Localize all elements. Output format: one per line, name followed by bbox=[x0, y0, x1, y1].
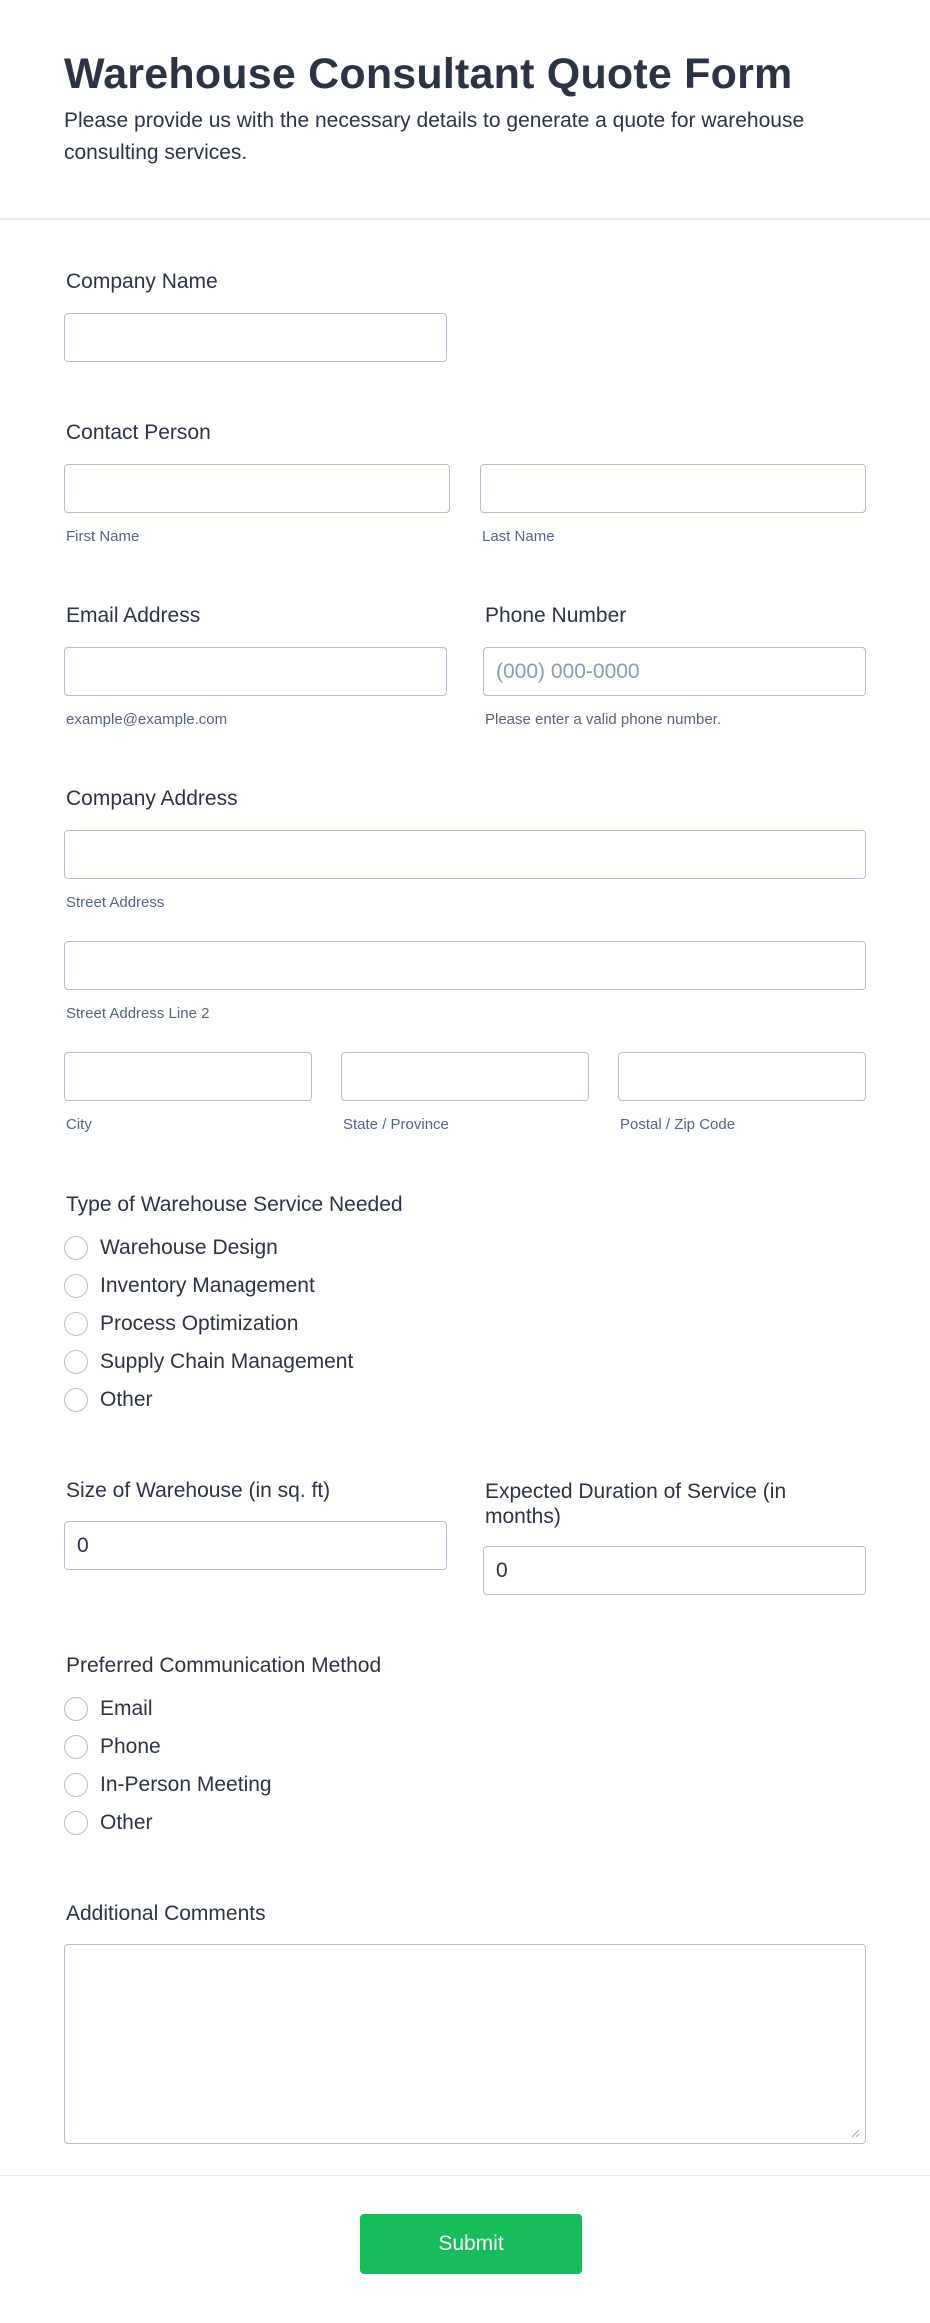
radio-option-label: Process Optimization bbox=[100, 1312, 299, 1335]
form-title: Warehouse Consultant Quote Form bbox=[64, 50, 793, 98]
city-sublabel: City bbox=[66, 1116, 92, 1133]
radio-option-label: Supply Chain Management bbox=[100, 1350, 354, 1373]
duration-label: Expected Duration of Service (in months) bbox=[485, 1480, 787, 1528]
company-address-label: Company Address bbox=[66, 787, 238, 810]
form-header bbox=[0, 0, 930, 220]
state-input[interactable] bbox=[341, 1052, 589, 1101]
radio-option-label: Other bbox=[100, 1811, 153, 1834]
radio-option-label: Phone bbox=[100, 1735, 161, 1758]
radio-circle-icon[interactable] bbox=[64, 1312, 88, 1336]
radio-circle-icon[interactable] bbox=[64, 1274, 88, 1298]
street-address-sublabel: Street Address bbox=[66, 894, 165, 911]
service-option-supply-chain-management[interactable] bbox=[64, 1348, 353, 1376]
phone-label: Phone Number bbox=[485, 604, 627, 627]
last-name-input[interactable] bbox=[480, 464, 866, 513]
phone-sublabel: Please enter a valid phone number. bbox=[485, 711, 721, 728]
service-type-label: Type of Warehouse Service Needed bbox=[66, 1193, 403, 1216]
service-option-warehouse-design[interactable] bbox=[64, 1234, 278, 1262]
street-address-line2-input[interactable] bbox=[64, 941, 866, 990]
street-address-line2-sublabel: Street Address Line 2 bbox=[66, 1005, 210, 1022]
radio-circle-icon[interactable] bbox=[64, 1350, 88, 1374]
service-option-inventory-management[interactable] bbox=[64, 1272, 315, 1300]
last-name-sublabel: Last Name bbox=[482, 528, 555, 545]
contact-person-label: Contact Person bbox=[66, 421, 211, 444]
email-label: Email Address bbox=[66, 604, 201, 627]
company-name-input[interactable] bbox=[64, 313, 447, 362]
service-option-other[interactable] bbox=[64, 1386, 153, 1414]
warehouse-size-label: Size of Warehouse (in sq. ft) bbox=[66, 1479, 331, 1502]
communication-label: Preferred Communication Method bbox=[66, 1654, 382, 1677]
radio-circle-icon[interactable] bbox=[64, 1811, 88, 1835]
first-name-input[interactable] bbox=[64, 464, 450, 513]
form-subtitle: Please provide us with the necessary details to generate a quote for warehouse consulting services. bbox=[64, 109, 805, 164]
email-sublabel: example@example.com bbox=[66, 711, 228, 728]
radio-option-label: Inventory Management bbox=[100, 1274, 315, 1297]
phone-input[interactable] bbox=[483, 647, 866, 696]
communication-option-in-person-meeting[interactable] bbox=[64, 1771, 272, 1799]
radio-circle-icon[interactable] bbox=[64, 1236, 88, 1260]
state-sublabel: State / Province bbox=[343, 1116, 449, 1133]
communication-option-email[interactable] bbox=[64, 1695, 153, 1723]
radio-circle-icon[interactable] bbox=[64, 1735, 88, 1759]
radio-circle-icon[interactable] bbox=[64, 1697, 88, 1721]
radio-option-label: Email bbox=[100, 1697, 153, 1720]
street-address-input[interactable] bbox=[64, 830, 866, 879]
service-option-process-optimization[interactable] bbox=[64, 1310, 298, 1338]
email-input[interactable] bbox=[64, 647, 447, 696]
warehouse-size-input[interactable] bbox=[64, 1521, 447, 1570]
comments-textarea[interactable] bbox=[64, 1944, 866, 2144]
radio-circle-icon[interactable] bbox=[64, 1773, 88, 1797]
duration-input[interactable] bbox=[483, 1546, 866, 1595]
first-name-sublabel: First Name bbox=[66, 528, 140, 545]
radio-option-label: Warehouse Design bbox=[100, 1236, 278, 1259]
radio-option-label: Other bbox=[100, 1388, 153, 1411]
city-input[interactable] bbox=[64, 1052, 312, 1101]
zip-sublabel: Postal / Zip Code bbox=[620, 1116, 736, 1133]
communication-option-other[interactable] bbox=[64, 1809, 153, 1837]
company-name-label: Company Name bbox=[66, 270, 218, 293]
footer-divider bbox=[0, 2175, 930, 2176]
radio-option-label: In-Person Meeting bbox=[100, 1773, 272, 1796]
radio-circle-icon[interactable] bbox=[64, 1388, 88, 1412]
resize-grip-icon[interactable] bbox=[850, 2128, 860, 2138]
communication-option-phone[interactable] bbox=[64, 1733, 161, 1761]
zip-input[interactable] bbox=[618, 1052, 866, 1101]
comments-label: Additional Comments bbox=[66, 1902, 266, 1925]
submit-button[interactable]: Submit bbox=[360, 2214, 582, 2274]
